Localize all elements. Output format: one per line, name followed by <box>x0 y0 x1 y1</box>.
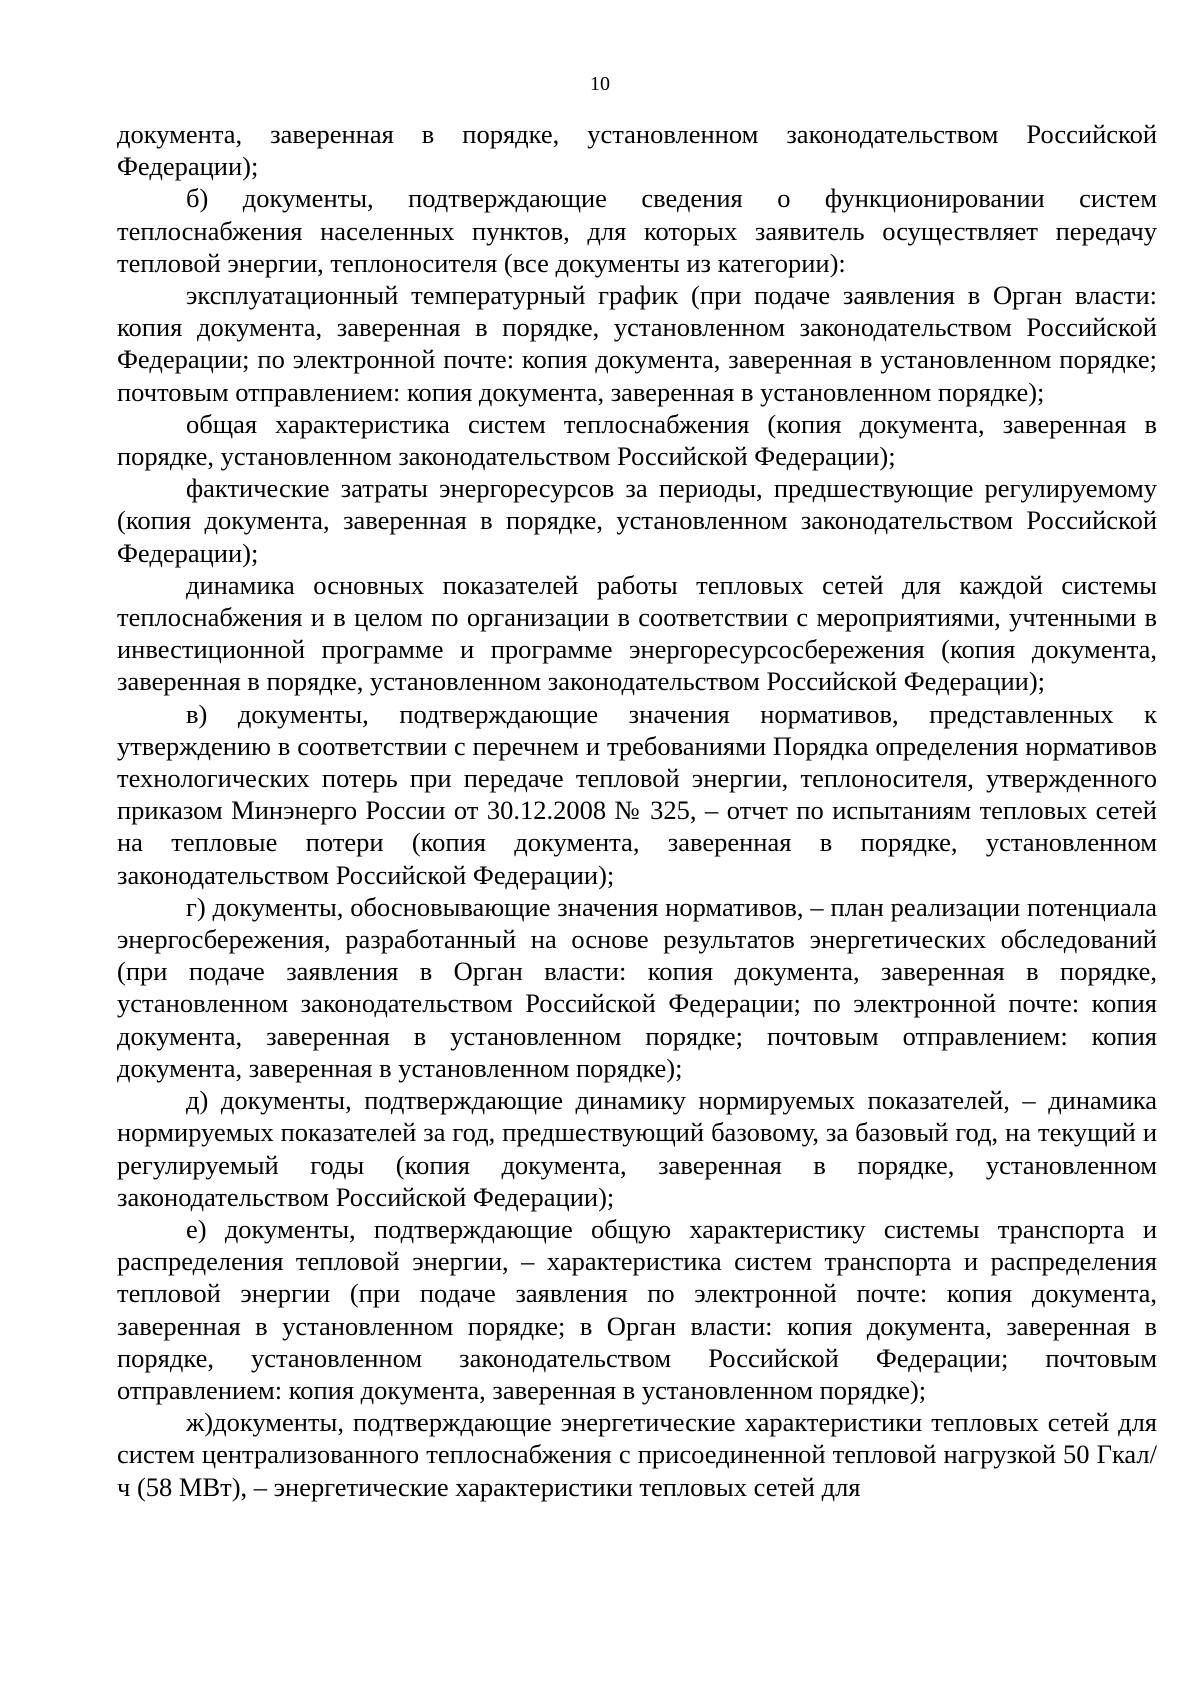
document-body <box>117 118 1157 1503</box>
paragraph-actual-costs: фактические затраты энергоресурсов за периоды, предшествующие регулируемому (копия документа, заверенная в порядке, установленном законодательством Российской Федерации); <box>117 473 1157 568</box>
paragraph-item-b: б) документы, подтверждающие сведения о функционировании систем теплоснабжения населенных пунктов, для которых заявитель осуществляет передачу тепловой энергии, теплоносителя (все документы из категории): <box>117 183 1157 278</box>
paragraph-item-e: е) документы, подтверждающие общую характеристику системы транспорта и распределения тепловой энергии, – характеристика систем транспорта и распределения тепловой энергии (при подаче заявления по электронной почте: копия документа, заверенная в установленном порядке; в Орган власти: копия документа, заверенная в порядке, установленном законодательством Российской Федерации; почтовым отправлением: копия документа, заверенная в установленном порядке); <box>117 1213 1157 1405</box>
paragraph-dynamics: динамика основных показателей работы тепловых сетей для каждой системы теплоснабжения и в целом по организации в соответствии с мероприятиями, учтенными в инвестиционной программе и программе энергоресурсосбережения (копия документа, заверенная в порядке, установленном законодательством Российской Федерации); <box>117 569 1157 697</box>
paragraph-continuation: документа, заверенная в порядке, установленном законодательством Российской Федерации); <box>117 119 1157 182</box>
paragraph-item-g: г) документы, обосновывающие значения нормативов, – план реализации потенциала энергосбережения, разработанный на основе результатов энергетических обследований (при подаче заявления в Орган власти: копия документа, заверенная в порядке, установленном законодательством Российской Федерации; по электронной почте: копия документа, заверенная в установленном порядке; почтовым отправлением: копия документа, заверенная в установленном порядке); <box>117 891 1157 1083</box>
paragraph-item-d: д) документы, подтверждающие динамику нормируемых показателей, – динамика нормируемых показателей за год, предшествующий базовому, за базовый год, на текущий и регулируемый годы (копия документа, заверенная в порядке, установленном законодательством Российской Федерации); <box>117 1085 1157 1212</box>
paragraph-item-v: в) документы, подтверждающие значения нормативов, представленных к утверждению в соответствии с перечнем и требованиями Порядка определения нормативов технологических потерь при передаче тепловой энергии, теплоносителя, утвержденного приказом Минэнерго России от 30.12.2008 № 325, – отчет по испытаниям тепловых сетей на тепловые потери (копия документа, заверенная в порядке, установленном законодательством Российской Федерации); <box>117 698 1157 890</box>
paragraph-item-zh: ж)документы, подтверждающие энергетические характеристики тепловых сетей для систем централизованного теплоснабжения с присоединенной тепловой нагрузкой 50 Гкал/ч (58 МВт), – энергетические характеристики тепловых сетей для <box>117 1407 1157 1502</box>
page-number: 10 <box>590 73 610 95</box>
paragraph-temperature-schedule: эксплуатационный температурный график (при подаче заявления в Орган власти: копия документа, заверенная в порядке, установленном законодательством Российской Федерации; по электронной почте: копия документа, заверенная в установленном порядке; почтовым отправлением: копия документа, заверенная в установленном порядке); <box>117 280 1157 407</box>
paragraph-general-characteristics: общая характеристика систем теплоснабжения (копия документа, заверенная в порядке, установленном законодательством Российской Федерации); <box>117 408 1157 472</box>
